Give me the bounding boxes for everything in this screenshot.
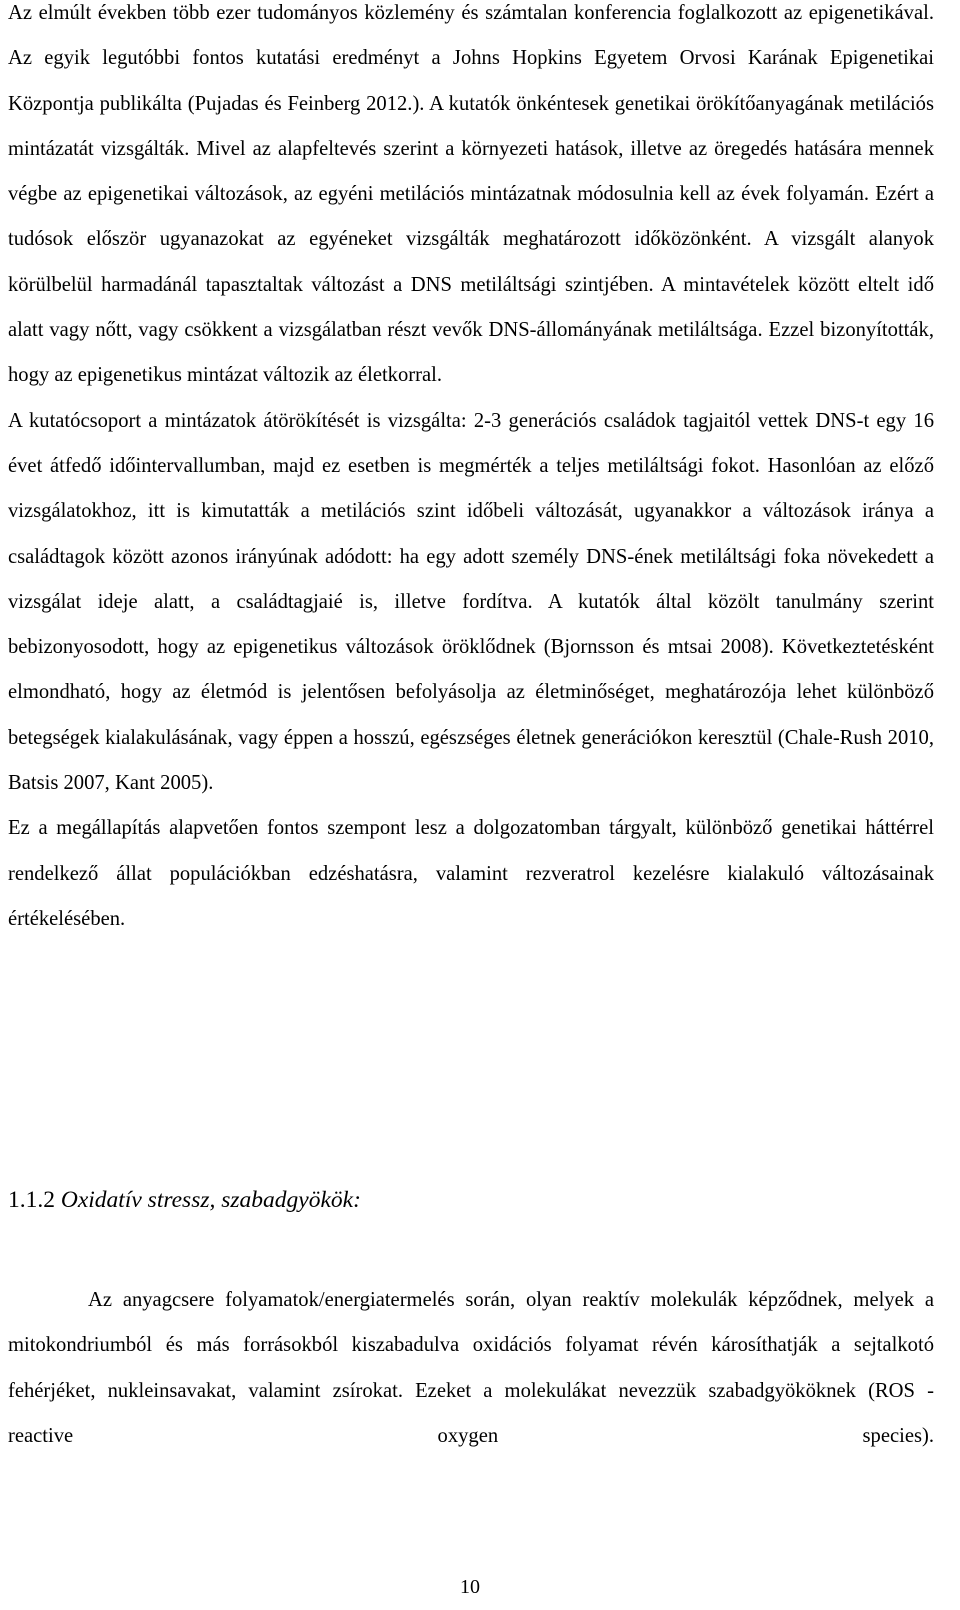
section-number: 1.1.2 (8, 1187, 55, 1213)
page-number: 10 (460, 1576, 480, 1598)
body-paragraph-epigenetics-research: Az elmúlt években több ezer tudományos közlemény és számtalan konferencia foglalkozott az epigenetikával. Az egyik legutóbbi fontos kutatási eredményt a Johns Hopkins Egyetem Orvosi Karának Epigenetikai Központja publikálta (Pujadas és Feinberg 2012.). A kutatók önkéntesek genetikai örökítőanyagának metilációs mintázatát vizsgálták. Mivel az alapfeltevés szerint a környezeti hatások, illetve az öregedés hatására mennek végbe az epigenetikai változások, az egyéni metilációs mintázatnak módosulnia kell az évek folyamán. Ezért a tudósok először ugyanazokat az egyéneket vizsgálták meghatározott időközönként. A vizsgált alanyok körülbelül harmadánál tapasztaltak változást a DNS metiláltsági szintjében. A mintavételek között eltelt idő alatt vagy nőtt, vagy csökkent a vizsgálatban részt vevők DNS-állományának metiláltsága. Ezzel bizonyították, hogy az epigenetikus mintázat változik az életkorral. (8, 2, 934, 387)
body-paragraph-thesis-relevance: Ez a megállapítás alapvetően fontos szempont lesz a dolgozatomban tárgyalt, különböző genetikai háttérrel rendelkező állat populációkban edzéshatásra, valamint rezveratrol kezelésre kialakuló változásainak értékelésében. (8, 817, 934, 930)
body-paragraph-oxidative-stress: Az anyagcsere folyamatok/energiatermelés során, olyan reaktív molekulák képződnek, melyek a mitokondriumból és más forrásokból kiszabadulva oxidációs folyamat révén károsíthatják a sejtalkotó fehérjéket, nukleinsavakat, valamint zsírokat. Ezeket a molekulákat nevezzük szabadgyököknek (ROS - reactive oxygen species). (8, 1289, 934, 1447)
body-paragraph-inheritance-study: A kutatócsoport a mintázatok átörökítését is vizsgálta: 2-3 generációs családok tagjaitól vettek DNS-t egy 16 évet átfedő időintervallumban, majd ez esetben is megmérték a teljes metiláltsági fokot. Hasonlóan az előző vizsgálatokhoz, itt is kimutatták a metilációs szint időbeli változását, ugyanakkor a változások iránya a családtagok között azonos irányúnak adódott: ha egy adott személy DNS-ének metiláltsági foka növekedett a vizsgálat ideje alatt, a családtagjaié is, illetve fordítva. A kutatók által közölt tanulmány szerint bebizonyosodott, hogy az epigenetikus változások öröklődnek (Bjornsson és mtsai 2008). Következtetésként elmondható, hogy az életmód is jelentősen befolyásolja az életminőséget, meghatározója lehet különböző betegségek kialakulásának, vagy éppen a hosszú, egészséges életnek generációkon keresztül (Chale-Rush 2010, Batsis 2007, Kant 2005). (8, 409, 934, 795)
section-heading (8, 1180, 361, 1220)
document-page (8, 0, 934, 942)
section-title: Oxidatív stressz, szabadgyökök: (60, 1187, 361, 1213)
